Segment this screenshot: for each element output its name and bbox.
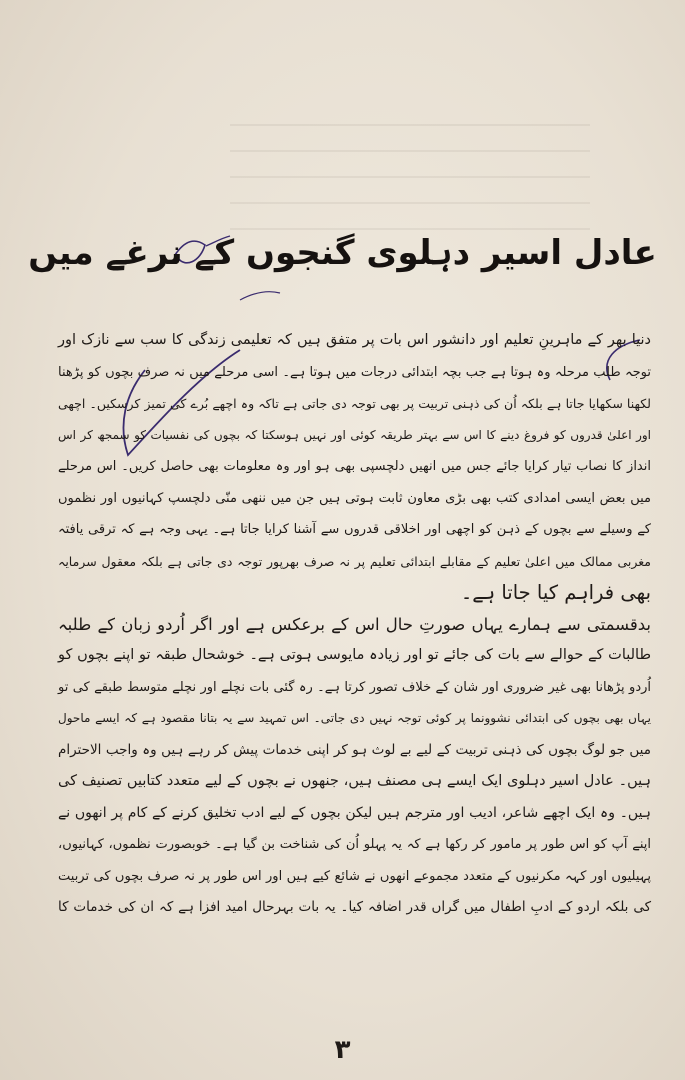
text-line: کے وسیلے سے بچوں کے ذہن کو اچھی اور اخلاقی قدروں سے آشنا کرایا جاتا ہے۔ یہی وجہ ہے کہ ترقی یافتہ [58, 522, 651, 537]
essay-title: عادل اسیر دہلوی گنجوں کے نرغے میں [28, 233, 657, 273]
text-line: بدقسمتی سے ہمارے یہاں صورتِ حال اس کے برعکس ہے اور اگر اُردو زبان کے طلبہ [58, 614, 651, 634]
text-line: اُردو پڑھانا بھی غیر ضروری اور شان کے خلاف تصور کرتا ہے۔ رہ گئی بات نچلے اور نچلے متوسط طبقے کی تو [58, 679, 651, 695]
text-line: توجہ طلب مرحلہ وہ ہوتا ہے جب بچہ ابتدائی درجات میں ہوتا ہے۔ اسی مرحلے میں نہ صرف بچوں کو پڑھنا [58, 364, 651, 380]
show-through-text [230, 110, 590, 230]
text-line: میں بعض ایسی امدادی کتب بھی بڑی معاون ثابت ہوتی ہیں جن میں ننھی منّی دلچسپ کہانیوں اور نظموں [58, 490, 651, 506]
text-line: اور اعلیٰ قدروں کو فروغ دینے کا اس سے بہتر طریقہ کوئی اور نہیں ہوسکتا کہ بچوں کی نفسیات کو سمجھ کر اس [58, 427, 651, 442]
text-line: یہاں بھی بچوں کی ابتدائی نشوونما پر کوئی توجہ نہیں دی جاتی۔ اس تمہید سے یہ بتانا مقصود ہے کہ ایسے ماحول [58, 711, 651, 725]
text-line: میں جو لوگ بچوں کی ذہنی تربیت کے لیے بے لوث ہو کر اپنی خدمات پیش کر رہے ہیں وہ واجب الاحترام [58, 741, 651, 758]
text-line: اپنے آپ کو اس طور پر مامور کر رکھا ہے کہ یہ پہلو اُن کی شناخت بن گیا ہے۔ خوبصورت نظموں، کہانیوں، [58, 837, 651, 852]
text-line: مغربی ممالک میں اعلیٰ تعلیم کے مقابلے ابتدائی تعلیم پر نہ صرف بھرپور توجہ دی جاتی ہے بلکہ معقول سرمایہ [58, 553, 651, 569]
text-line: انداز کا نصاب تیار کرایا جائے جس میں انھیں دلچسپی بھی ہو اور وہ معلومات بھی حاصل کریں۔ اس مرحلے [58, 459, 651, 474]
text-line: دنیا بھر کے ماہرینِ تعلیم اور دانشور اس بات پر متفق ہیں کہ تعلیمی زندگی کا سب سے نازک اور [58, 332, 651, 348]
page-number: ۳ [334, 1035, 351, 1065]
text-line: کی بلکہ اردو کے ادبِ اطفال میں گراں قدر اضافہ کیا۔ یہ بات بہرحال امید افزا ہے کہ ان کی خدمات کا [58, 899, 651, 915]
pen-flourish-left-short [240, 292, 280, 300]
text-line: لکھنا سکھایا جاتا ہے بلکہ اُن کی ذہنی تربیت پر بھی توجہ دی جاتی ہے تاکہ وہ اچھے بُرے کی تمیز کرسکیں۔ اچھی [58, 396, 651, 411]
text-line: طالبات کے حوالے سے بات کی جائے تو اور زیادہ مایوسی ہوتی ہے۔ خوشحال طبقہ تو اپنے بچوں کو [58, 647, 651, 663]
text-line: ہیں۔ وہ ایک اچھے شاعر، ادیب اور مترجم ہیں لیکن بچوں کے لیے ادب تخلیق کرنے کے کام پر انھوں نے [58, 804, 651, 821]
essay-body [58, 325, 651, 924]
text-line: ہیں۔ عادل اسیر دہلوی ایک ایسے ہی مصنف ہیں، جنھوں نے بچوں کے لیے متعدد کتابیں تصنیف کی [58, 773, 651, 789]
text-line: پہیلیوں اور کہہ مکرنیوں کے متعدد مجموعے انھوں نے شائع کیے ہیں اور اس طور پر نہ صرف بچوں کی تربیت [58, 868, 651, 884]
text-line: بھی فراہم کیا جاتا ہے۔ [460, 581, 651, 604]
